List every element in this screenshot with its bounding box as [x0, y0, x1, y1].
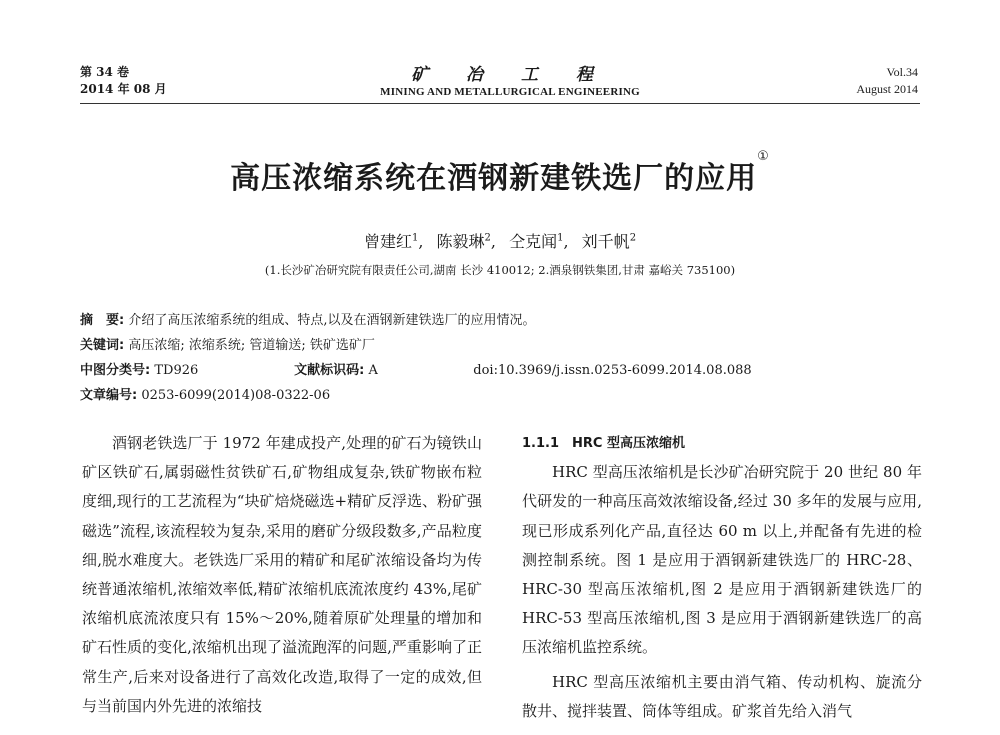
classification-row [80, 359, 920, 378]
title-footnote-marker: ① [757, 149, 770, 164]
article-title [0, 149, 1000, 197]
journal-header [300, 60, 720, 98]
journal-title-cn: 矿 冶 工 程 [411, 65, 609, 85]
affiliations: (1.长沙矿冶研究院有限责任公司,湖南 长沙 410012; 2.酒泉钢铁集团,甘肃 嘉峪关 735100) [264, 263, 736, 277]
body-column-right [522, 429, 922, 731]
author: 仝克闻$^1$, [509, 232, 569, 251]
author-affil-marker: 2 [629, 232, 637, 244]
date-cn: 2014 年 08 月 [80, 82, 167, 96]
section-heading: 1.1.1 HRC 型高压浓缩机 [522, 436, 685, 451]
abstract-text: 介绍了高压浓缩系统的组成、特点,以及在酒钢新建铁选厂的应用情况。 [128, 313, 536, 328]
body-column-left [82, 429, 482, 721]
author-name: 曾建红 [363, 232, 412, 251]
keywords [80, 334, 375, 353]
author-list [0, 229, 1000, 252]
article-number [80, 384, 330, 403]
keywords-text: 高压浓缩; 浓缩系统; 管道输送; 铁矿选矿厂 [128, 338, 375, 353]
doccode-value: A [368, 363, 378, 378]
journal-title-en: MINING AND METALLURGICAL ENGINEERING [380, 86, 640, 98]
author-name: 陈毅琳 [436, 232, 485, 251]
articleno-label: 文章编号: [80, 388, 138, 403]
author-name: 仝克闻 [509, 232, 558, 251]
header-left [80, 64, 167, 98]
keywords-label: 关键词: [80, 338, 125, 353]
header-right [856, 64, 918, 98]
body-paragraph: 酒钢老铁选厂于 1972 年建成投产,处理的矿石为镜铁山矿区铁矿石,属弱磁性贫铁矿石,矿物组成复杂,铁矿物嵌布粒度细,现行的工艺流程为“块矿焙烧磁选+精矿反浮选、粉矿强磁选”流程,该流程较为复杂,采用的磨矿分级段数多,产品粒度细,脱水难度大。老铁选厂采用的精矿和尾矿浓缩设备均为传统普通浓缩机,浓缩效率低,精矿浓缩机底流浓度约 43%,尾矿浓缩机底流浓度只有 15%～20%,随着原矿处理量的增加和矿石性质的变化,浓缩机出现了溢流跑浑的问题,严重影响了正常生产,后来对设备进行了高效化改造,取得了一定的成效,但与当前国内外先进的浓缩技 [82, 434, 483, 715]
cls-label: 中图分类号: [80, 363, 151, 378]
doi: doi:10.3969/j.issn.0253-6099.2014.08.088 [473, 363, 752, 378]
volume-cn: 第 34 卷 [80, 65, 130, 79]
author-affil-marker: 1 [557, 232, 564, 244]
cls-value: TD926 [154, 363, 199, 378]
author-affil-marker: 1 [411, 232, 419, 244]
abstract-label: 摘 要: [80, 313, 125, 328]
doccode-label: 文献标识码: [294, 363, 365, 378]
body-paragraph: HRC 型高压浓缩机是长沙矿冶研究院于 20 世纪 80 年代研发的一种高压高效浓缩设备,经过 30 多年的发展与应用,现已形成系列化产品,直径达 60 m 以上,并配备有先进的检测控制系统。图 1 是应用于酒钢新建铁选厂的 HRC-28、HRC-30 型高压浓缩机,图 2 是应用于酒钢新建铁选厂的 HRC-53 型高压浓缩机,图 3 是应用于酒钢新建铁选厂的高压浓缩机监控系统。 [522, 463, 922, 657]
header-divider [80, 103, 920, 104]
article-title-text: 高压浓缩系统在酒钢新建铁选厂的应用 [230, 161, 758, 196]
date-en: August 2014 [856, 82, 918, 96]
author [582, 229, 636, 252]
author: 陈毅琳$^2$, [436, 232, 496, 251]
author-affil-marker: 2 [484, 232, 491, 244]
abstract [80, 309, 535, 328]
author-name: 刘千帆 [581, 232, 630, 251]
volume-en: Vol.34 [886, 65, 918, 79]
articleno-value: 0253-6099(2014)08-0322-06 [141, 388, 331, 403]
body-paragraph: HRC 型高压浓缩机主要由消气箱、传动机构、旋流分散井、搅拌装置、筒体等组成。矿浆首先给入消气 [522, 672, 922, 720]
author: 曾建红$^1$, [363, 232, 424, 251]
